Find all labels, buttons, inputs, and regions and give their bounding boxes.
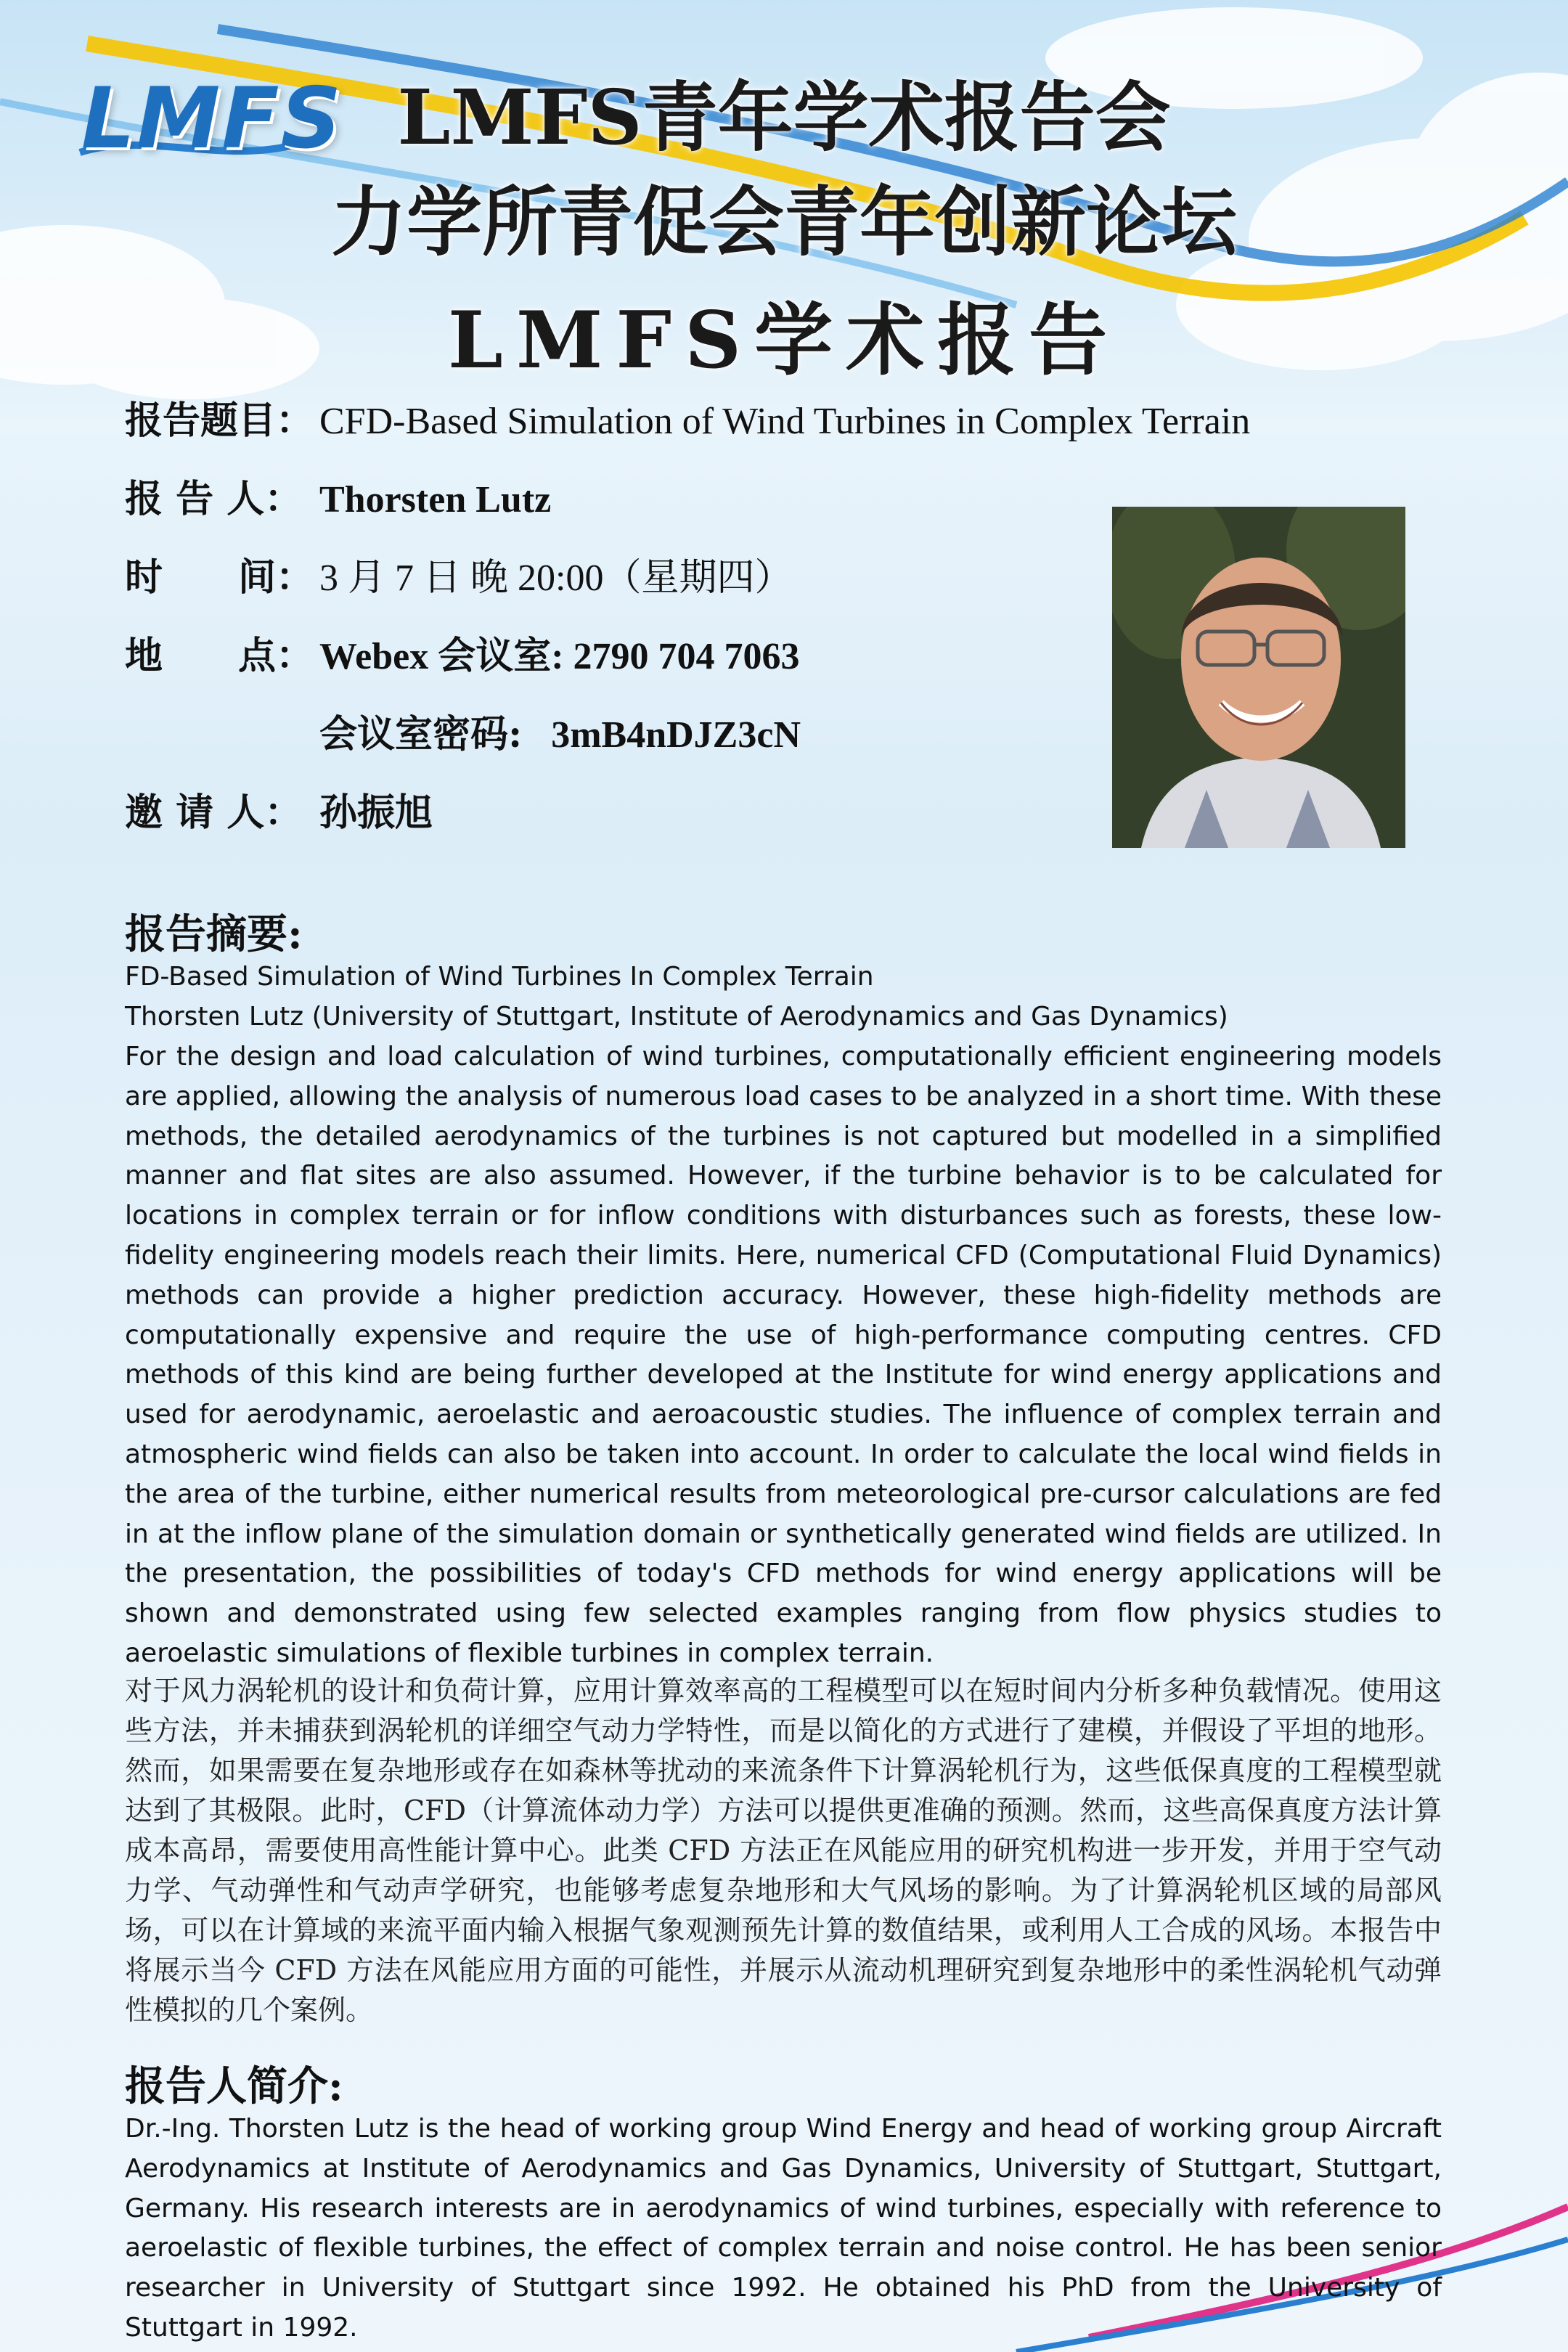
time-row: [125, 556, 792, 600]
speaker-row: [125, 478, 551, 522]
poster-title-1: LMFS青年学术报告会: [397, 73, 1171, 162]
time-label: 时 间：: [125, 555, 314, 600]
abstract-body-en: For the design and load calculation of wind turbines, computationally efficient engineering models are applied, allowing the analysis of numerous load cases to be analyzed in a short time. With these methods, the detailed aerodynamics of the turbines is not captured but modelled in a simplified manner and flat sites are also assumed. However, if the turbine behavior is to be calculated for locations in complex terrain or for inflow conditions with disturbances such as forests, these low-fidelity engineering models reach their limits. Here, numerical CFD (Computational Fluid Dynamics) methods can provide a higher prediction accuracy. However, these high-fidelity methods are computationally expensive and require the use of high-performance computing centres. CFD methods of this kind are being further developed at the Institute for wind energy applications and used for aerodynamic, aeroelastic and aeroacoustic studies. The influence of complex terrain and atmospheric wind fields can also be taken into account. In order to calculate the local wind fields in the area of the turbine, either numerical results from meteorological pre-cursor calculations are fed in at the inflow plane of the simulation domain or synthetically generated wind fields are utilized. In the presentation, the possibilities of today's CFD methods for wind energy applications will be shown and demonstrated using few selected examples ranging from flow physics studies to aeroelastic simulations of flexible turbines in complex terrain.: [125, 1042, 1442, 1668]
bio-body: Dr.-Ing. Thorsten Lutz is the head of working group Wind Energy and head of working group Aircraft Aerodynamics at Institute of Aerodynamics and Gas Dynamics, University of Stuttgart, Stuttgart, Germany. His research interests are in aerodynamics of wind turbines, especially with reference to aeroelastic of flexible turbines, the effect of complex terrain and noise control. He has been senior researcher in University of Stuttgart since 1992. He obtained his PhD from the University of Stuttgart in 1992.: [125, 2114, 1442, 2343]
place-value: Webex 会议室: 2790 704 7063: [319, 636, 800, 677]
host-row: [125, 791, 433, 835]
time-value: 3 月 7 日 晚 20:00（星期四）: [319, 558, 793, 599]
speaker-photo: [1112, 507, 1405, 848]
speaker-label: 报 告 人：: [125, 477, 303, 521]
abstract-affiliation-line: Thorsten Lutz (University of Stuttgart, Institute of Aerodynamics and Gas Dynamics): [125, 1001, 1228, 1032]
host-value: 孙振旭: [319, 791, 433, 835]
poster-title-2: 力学所青促会青年创新论坛: [330, 177, 1237, 266]
host-label: 邀 请 人：: [125, 791, 303, 835]
topic-label: 报告题目：: [125, 399, 314, 443]
topic-row: [125, 399, 1250, 444]
bio-heading: 报告人简介:: [125, 2062, 343, 2110]
password-row: [319, 713, 801, 757]
abstract-body-cn: 对于风力涡轮机的设计和负荷计算，应用计算效率高的工程模型可以在短时间内分析多种负载情况。使用这些方法，并未捕获到涡轮机的详细空气动力学特性，而是以简化的方式进行了建模，并假设了平坦的地形。然而，如果需要在复杂地形或存在如森林等扰动的来流条件下计算涡轮机行为，这些低保真度的工程模型就达到了其极限。此时，CFD（计算流体动力学）方法可以提供更准确的预测。然而，这些高保真度方法计算成本高昂，需要使用高性能计算中心。此类 CFD 方法正在风能应用的研究机构进一步开发，并用于空气动力学、气动弹性和气动声学研究，也能够考虑复杂地形和大气风场的影响。为了计算涡轮机区域的局部风场，可以在计算域的来流平面内输入根据气象观测预先计算的数值结果，或利用人工合成的风场。本报告中将展示当今 CFD 方法在风能应用方面的可能性，并展示从流动机理研究到复杂地形中的柔性涡轮机气动弹性模拟的几个案例。: [125, 1675, 1442, 2026]
speaker-value: Thorsten Lutz: [319, 479, 552, 520]
topic-value: CFD-Based Simulation of Wind Turbines in Complex Terrain: [319, 401, 1251, 442]
abstract-heading: 报告摘要:: [125, 910, 303, 958]
password-label: 会议室密码:: [319, 712, 523, 756]
place-label: 地 点：: [125, 634, 314, 678]
lmfs-logo: LMFS: [81, 70, 343, 168]
place-row: [125, 634, 800, 679]
abstract-block: [125, 957, 1442, 1037]
abstract-title-line: FD-Based Simulation of Wind Turbines In Complex Terrain: [125, 962, 874, 992]
poster-title-3: LMFS学术报告: [447, 295, 1121, 386]
password-value: 3mB4nDJZ3cN: [551, 714, 801, 756]
